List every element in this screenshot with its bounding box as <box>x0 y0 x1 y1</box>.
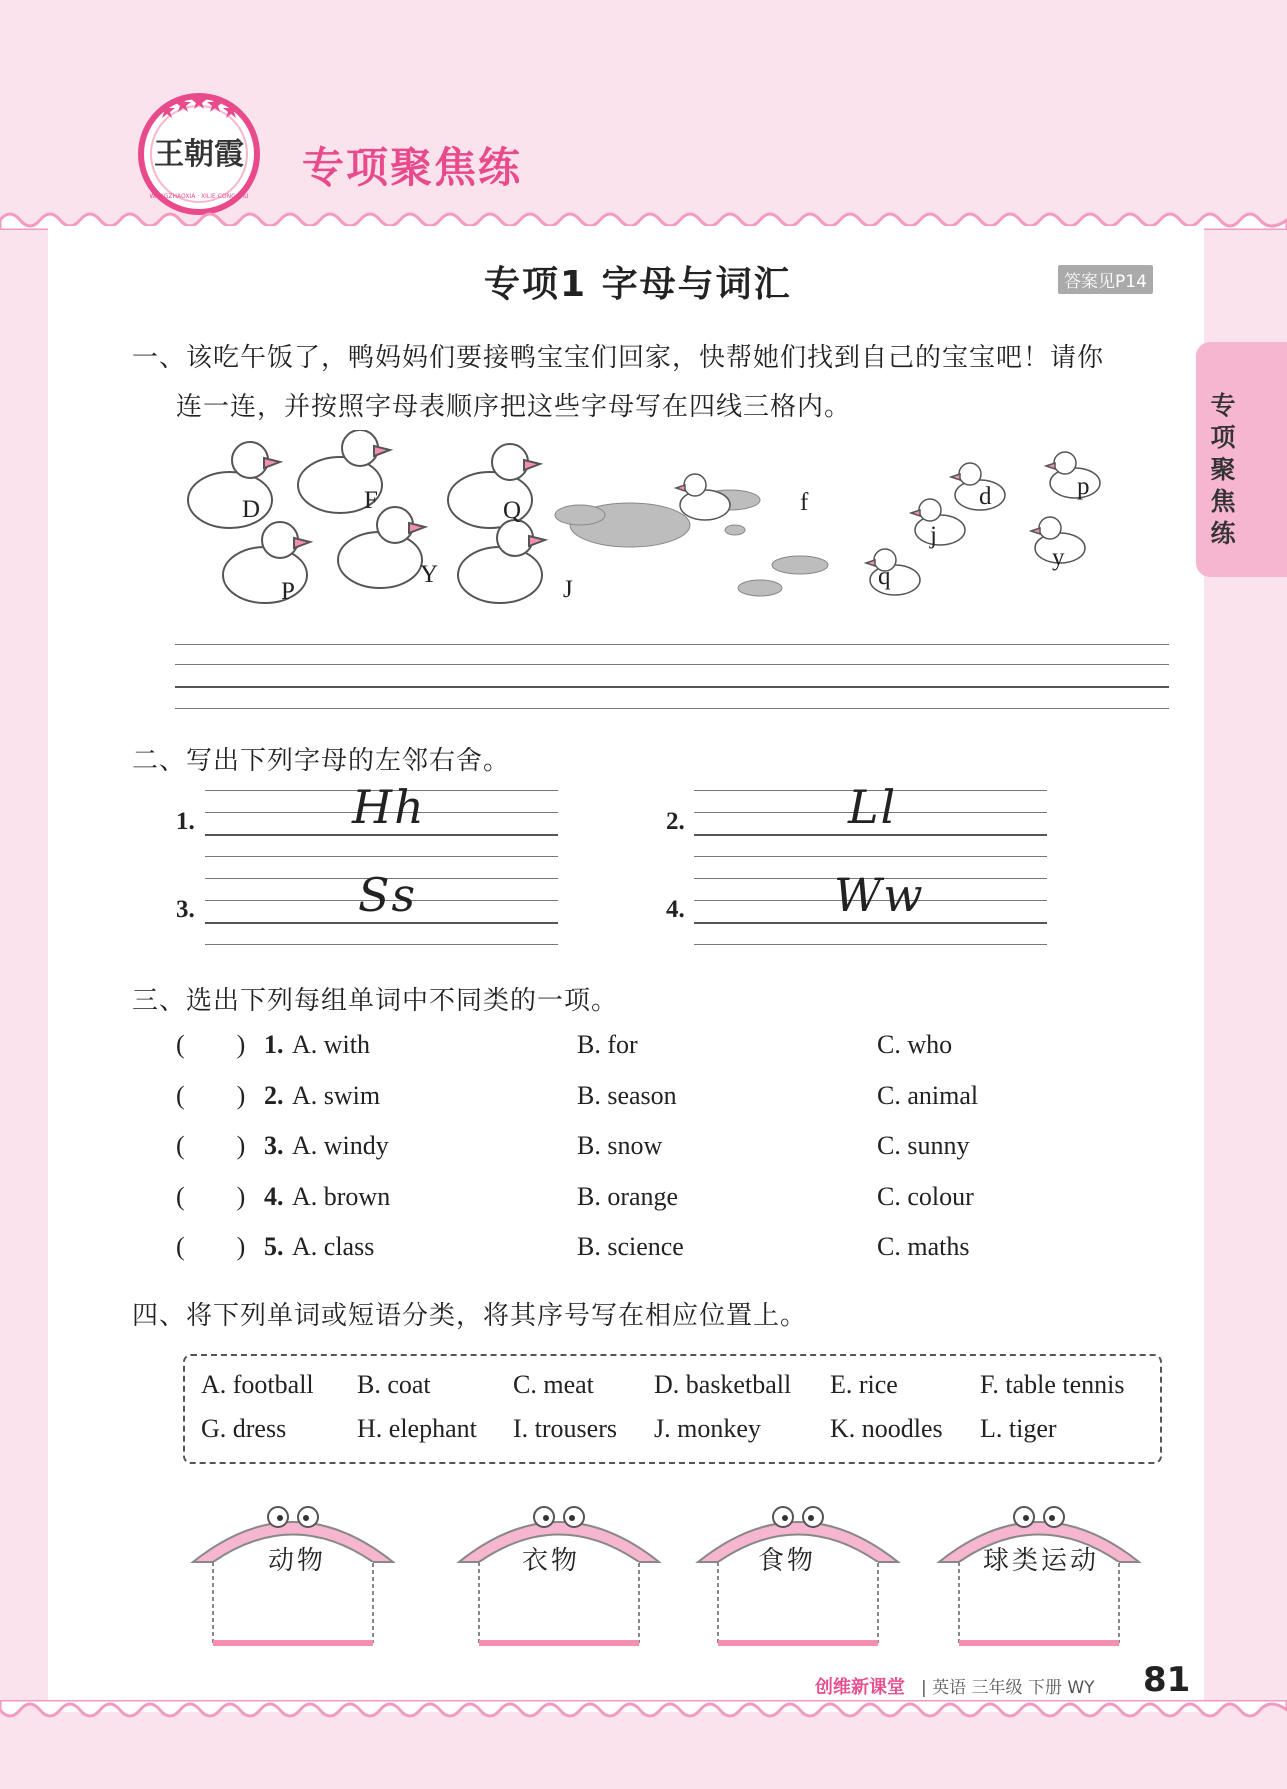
row-number: 1. <box>264 1030 284 1059</box>
option-a: A. brown <box>292 1182 391 1211</box>
baby-letter: j <box>930 522 937 549</box>
item-number: 4. <box>666 896 685 923</box>
svg-text:王朝霞: 王朝霞 <box>154 137 244 172</box>
q4-instruction: 四、将下列单词或短语分类，将其序号写在相应位置上。 <box>132 1301 808 1331</box>
svg-text:WANGZHAOXIA · XILIE CONGSHU: WANGZHAOXIA · XILIE CONGSHU <box>149 193 249 200</box>
baby-duck-d <box>951 463 1005 510</box>
baby-letter: q <box>878 563 891 590</box>
given-letters: Ll <box>848 780 898 834</box>
category-label: 动物 <box>268 1546 327 1576</box>
option-a: A. class <box>292 1232 375 1261</box>
q1-instruction-line2: 连一连，并按照字母表顺序把这些字母写在四线三格内。 <box>176 392 852 422</box>
q3-instruction: 三、选出下列每组单词中不同类的一项。 <box>132 986 619 1016</box>
q1-instruction-line1: 一、该吃午饭了，鸭妈妈们要接鸭宝宝们回家，快帮她们找到自己的宝宝吧！请你 <box>132 343 1105 373</box>
item-number: 1. <box>176 808 195 835</box>
option-c: C. who <box>877 1030 953 1059</box>
baby-letter: d <box>979 483 992 510</box>
q2-instruction: 二、写出下列字母的左邻右舍。 <box>132 746 511 776</box>
mother-duck-D <box>188 442 280 528</box>
word-item: G. dress <box>201 1414 287 1443</box>
word-item: B. coat <box>357 1370 431 1399</box>
option-c: C. sunny <box>877 1131 970 1160</box>
baby-duck-q <box>866 549 920 595</box>
option-b: B. snow <box>577 1131 663 1160</box>
option-b: B. season <box>577 1081 677 1110</box>
mother-letter: D <box>242 496 261 523</box>
footer-wave-border <box>0 1700 1287 1730</box>
mother-letter: Q <box>503 497 522 524</box>
given-letters: Ss <box>358 868 418 922</box>
answer-blank[interactable]: ( ) <box>176 1232 246 1261</box>
baby-duck-p <box>1046 452 1100 498</box>
category-label: 衣物 <box>522 1546 581 1576</box>
mother-duck-Q <box>448 444 540 528</box>
answer-blank[interactable]: ( ) <box>176 1081 246 1110</box>
answer-reference-tag: 答案见P14 <box>1058 265 1153 294</box>
mother-letter: Y <box>420 561 439 588</box>
option-a: A. windy <box>292 1131 389 1160</box>
side-tab-label: 专项聚焦练 <box>1210 391 1236 548</box>
baby-duck-j <box>911 499 965 545</box>
option-c: C. colour <box>877 1182 974 1211</box>
row-number: 3. <box>264 1131 284 1160</box>
category-label: 食物 <box>758 1546 817 1576</box>
section-title: 专项1 字母与词汇 <box>484 264 792 305</box>
mother-letter: P <box>281 578 295 605</box>
publisher-logo <box>137 92 261 216</box>
row-number: 4. <box>264 1182 284 1211</box>
answer-blank[interactable]: ( ) <box>176 1182 246 1211</box>
answer-blank[interactable]: ( ) <box>176 1131 246 1160</box>
word-item: L. tiger <box>980 1414 1057 1443</box>
given-letters: Ww <box>834 868 925 922</box>
option-a: A. swim <box>292 1081 381 1110</box>
item-number: 2. <box>666 808 685 835</box>
word-item: K. noodles <box>830 1414 943 1443</box>
mother-letter: J <box>563 576 573 603</box>
word-item: J. monkey <box>654 1414 761 1443</box>
option-b: B. for <box>577 1030 638 1059</box>
baby-letter: y <box>1052 544 1065 571</box>
option-b: B. orange <box>577 1182 679 1211</box>
row-number: 5. <box>264 1232 284 1261</box>
mother-letter: F <box>364 487 378 514</box>
word-item: F. table tennis <box>980 1370 1125 1399</box>
baby-duck-f <box>676 474 730 520</box>
option-a: A. with <box>292 1030 370 1059</box>
answer-blank[interactable]: ( ) <box>176 1030 246 1059</box>
option-c: C. animal <box>877 1081 979 1110</box>
mother-duck-Y <box>338 507 425 588</box>
category-label: 球类运动 <box>983 1546 1100 1576</box>
word-item: I. trousers <box>513 1414 617 1443</box>
footer-book-info: | 英语 三年级 下册 WY <box>921 1678 1095 1698</box>
word-item: E. rice <box>830 1370 898 1399</box>
baby-letter: f <box>800 489 809 516</box>
row-number: 2. <box>264 1081 284 1110</box>
option-b: B. science <box>577 1232 684 1261</box>
option-c: C. maths <box>877 1232 970 1261</box>
word-item: D. basketball <box>654 1370 792 1399</box>
footer-series-name: 创维新课堂 <box>815 1677 905 1698</box>
banner-title: 专项聚焦练 <box>302 143 523 192</box>
mother-duck-J <box>458 520 545 603</box>
baby-letter: p <box>1077 473 1090 500</box>
mother-duck-P <box>223 522 310 603</box>
item-number: 3. <box>176 896 195 923</box>
given-letters: Hh <box>352 780 426 834</box>
word-item: A. football <box>201 1370 314 1399</box>
word-item: C. meat <box>513 1370 594 1399</box>
word-item: H. elephant <box>357 1414 477 1443</box>
duck-illustration <box>180 430 1180 630</box>
page-number: 81 <box>1143 1660 1191 1700</box>
